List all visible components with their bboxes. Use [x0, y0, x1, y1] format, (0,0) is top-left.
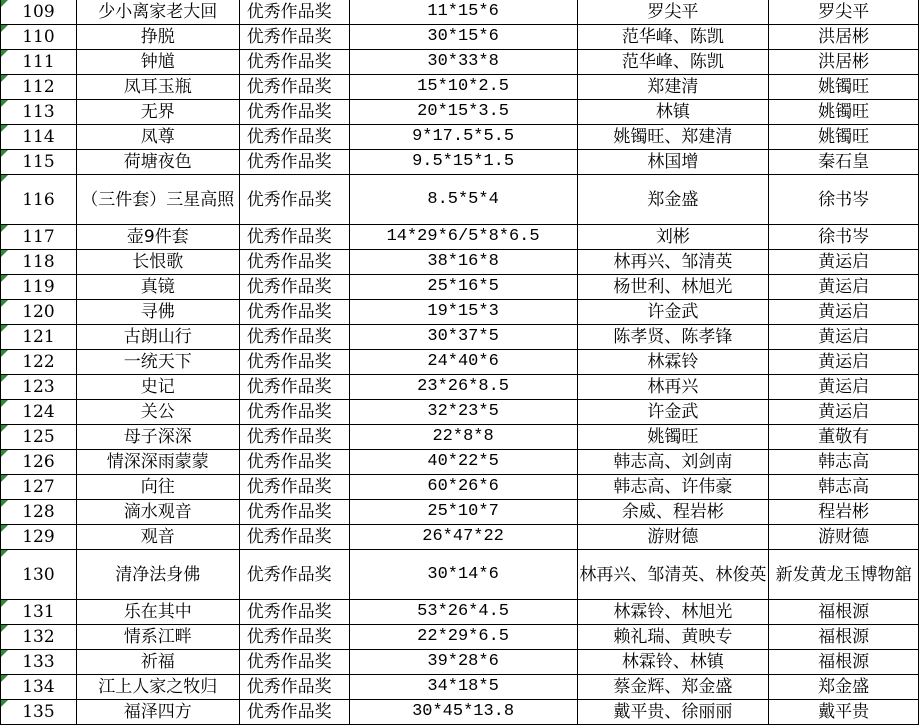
author-cell[interactable]: 林再兴	[577, 375, 769, 400]
work-name-cell[interactable]: 清净法身佛	[76, 550, 239, 600]
award-cell[interactable]: 优秀作品奖	[239, 175, 349, 225]
owner-cell[interactable]: 黄运启	[769, 300, 919, 325]
table-row	[1, 100, 919, 125]
author-cell[interactable]: 林国增	[577, 150, 769, 175]
size-cell[interactable]: 30*14*6	[349, 550, 577, 600]
work-name-cell[interactable]: 真镜	[76, 275, 239, 300]
work-name-cell[interactable]: 滴水观音	[76, 500, 239, 525]
row-number-cell[interactable]: 122	[1, 350, 77, 375]
size-cell[interactable]: 15*10*2.5	[349, 75, 577, 100]
award-cell[interactable]: 优秀作品奖	[239, 250, 349, 275]
size-cell[interactable]: 9*17.5*5.5	[349, 125, 577, 150]
owner-cell[interactable]: 黄运启	[769, 250, 919, 275]
row-number-cell[interactable]: 120	[1, 300, 77, 325]
row-number-cell[interactable]: 123	[1, 375, 77, 400]
size-cell[interactable]: 19*15*3	[349, 300, 577, 325]
table-row	[1, 450, 919, 475]
row-number-cell[interactable]: 124	[1, 400, 77, 425]
award-cell[interactable]: 优秀作品奖	[239, 400, 349, 425]
table-row	[1, 425, 919, 450]
author-cell[interactable]: 赖礼瑞、黄映专	[577, 625, 769, 650]
size-cell[interactable]: 11*15*6	[349, 0, 577, 25]
owner-cell[interactable]: 洪居彬	[769, 50, 919, 75]
award-cell[interactable]: 优秀作品奖	[239, 700, 349, 725]
owner-cell[interactable]: 韩志高	[769, 475, 919, 500]
author-cell[interactable]: 韩志高、刘剑南	[577, 450, 769, 475]
row-number-cell[interactable]: 109	[1, 0, 77, 25]
row-number-cell[interactable]: 134	[1, 675, 77, 700]
work-name-cell[interactable]: 情系江畔	[76, 625, 239, 650]
row-number-cell[interactable]: 114	[1, 125, 77, 150]
owner-cell[interactable]: 黄运启	[769, 350, 919, 375]
size-cell[interactable]: 25*10*7	[349, 500, 577, 525]
table-row	[1, 375, 919, 400]
author-cell[interactable]: 韩志高、许伟豪	[577, 475, 769, 500]
owner-cell[interactable]: 徐书岑	[769, 225, 919, 250]
owner-cell[interactable]: 黄运启	[769, 375, 919, 400]
award-cell[interactable]: 优秀作品奖	[239, 125, 349, 150]
table-row	[1, 600, 919, 625]
work-name-cell[interactable]: 福泽四方	[76, 700, 239, 725]
work-name-cell[interactable]: 壶9件套	[76, 225, 239, 250]
owner-cell[interactable]: 董敬有	[769, 425, 919, 450]
author-cell[interactable]: 林再兴、邹清英	[577, 250, 769, 275]
work-name-cell[interactable]: 江上人家之牧归	[76, 675, 239, 700]
award-cell[interactable]: 优秀作品奖	[239, 500, 349, 525]
author-cell[interactable]: 戴平贵、徐丽丽	[577, 700, 769, 725]
size-cell[interactable]: 53*26*4.5	[349, 600, 577, 625]
owner-cell[interactable]: 罗尖平	[769, 0, 919, 25]
size-cell[interactable]: 30*33*8	[349, 50, 577, 75]
award-cell[interactable]: 优秀作品奖	[239, 150, 349, 175]
row-number-cell[interactable]: 125	[1, 425, 77, 450]
author-cell[interactable]: 林霖铃、林旭光	[577, 600, 769, 625]
size-cell[interactable]: 40*22*5	[349, 450, 577, 475]
author-cell[interactable]: 蔡金辉、郑金盛	[577, 675, 769, 700]
work-name-cell[interactable]: 荷塘夜色	[76, 150, 239, 175]
work-name-cell[interactable]: 凤尊	[76, 125, 239, 150]
size-cell[interactable]: 32*23*5	[349, 400, 577, 425]
author-cell[interactable]: 陈孝贤、陈孝锋	[577, 325, 769, 350]
row-number-cell[interactable]: 126	[1, 450, 77, 475]
table-row	[1, 550, 919, 600]
size-cell[interactable]: 38*16*8	[349, 250, 577, 275]
table-row	[1, 75, 919, 100]
owner-cell[interactable]: 游财德	[769, 525, 919, 550]
size-cell[interactable]: 23*26*8.5	[349, 375, 577, 400]
row-number-cell[interactable]: 111	[1, 50, 77, 75]
award-cell[interactable]: 优秀作品奖	[239, 425, 349, 450]
author-cell[interactable]: 杨世利、林旭光	[577, 275, 769, 300]
award-cell[interactable]: 优秀作品奖	[239, 100, 349, 125]
author-cell[interactable]: 林霖铃、林镇	[577, 650, 769, 675]
author-cell[interactable]: 许金武	[577, 300, 769, 325]
work-name-cell[interactable]: 观音	[76, 525, 239, 550]
row-number-cell[interactable]: 110	[1, 25, 77, 50]
table-row	[1, 225, 919, 250]
author-cell[interactable]: 罗尖平	[577, 0, 769, 25]
author-cell[interactable]: 林镇	[577, 100, 769, 125]
table-row	[1, 125, 919, 150]
author-cell[interactable]: 范华峰、陈凯	[577, 25, 769, 50]
row-number-cell[interactable]: 117	[1, 225, 77, 250]
table-row	[1, 175, 919, 225]
size-cell[interactable]: 22*8*8	[349, 425, 577, 450]
row-number-cell[interactable]: 121	[1, 325, 77, 350]
owner-cell[interactable]: 姚镯旺	[769, 75, 919, 100]
size-cell[interactable]: 9.5*15*1.5	[349, 150, 577, 175]
table-row	[1, 625, 919, 650]
award-cell[interactable]: 优秀作品奖	[239, 475, 349, 500]
owner-cell[interactable]: 新发黄龙玉博物舘	[769, 550, 919, 600]
award-cell[interactable]: 优秀作品奖	[239, 375, 349, 400]
work-name-cell[interactable]: 乐在其中	[76, 600, 239, 625]
owner-cell[interactable]: 戴平贵	[769, 700, 919, 725]
author-cell[interactable]: 郑建清	[577, 75, 769, 100]
author-cell[interactable]: 郑金盛	[577, 175, 769, 225]
table-row	[1, 475, 919, 500]
size-cell[interactable]: 26*47*22	[349, 525, 577, 550]
size-cell[interactable]: 25*16*5	[349, 275, 577, 300]
award-cell[interactable]: 优秀作品奖	[239, 625, 349, 650]
author-cell[interactable]: 林霖铃	[577, 350, 769, 375]
award-cell[interactable]: 优秀作品奖	[239, 25, 349, 50]
size-cell[interactable]: 30*45*13.8	[349, 700, 577, 725]
table-row	[1, 275, 919, 300]
row-number-cell[interactable]: 135	[1, 700, 77, 725]
work-name-cell[interactable]: 无界	[76, 100, 239, 125]
row-number-cell[interactable]: 112	[1, 75, 77, 100]
award-cell[interactable]: 优秀作品奖	[239, 650, 349, 675]
row-number-cell[interactable]: 132	[1, 625, 77, 650]
owner-cell[interactable]: 洪居彬	[769, 25, 919, 50]
work-name-cell[interactable]: 向往	[76, 475, 239, 500]
table-row	[1, 350, 919, 375]
work-name-cell[interactable]: 钟馗	[76, 50, 239, 75]
owner-cell[interactable]: 福根源	[769, 600, 919, 625]
award-cell[interactable]: 优秀作品奖	[239, 275, 349, 300]
table-row	[1, 525, 919, 550]
table-row	[1, 250, 919, 275]
owner-cell[interactable]: 黄运启	[769, 325, 919, 350]
award-cell[interactable]: 优秀作品奖	[239, 0, 349, 25]
size-cell[interactable]: 30*15*6	[349, 25, 577, 50]
author-cell[interactable]: 余威、程岩彬	[577, 500, 769, 525]
size-cell[interactable]: 22*29*6.5	[349, 625, 577, 650]
row-number-cell[interactable]: 116	[1, 175, 77, 225]
table-row	[1, 700, 919, 725]
size-cell[interactable]: 30*37*5	[349, 325, 577, 350]
table-row	[1, 50, 919, 75]
work-name-cell[interactable]: 寻佛	[76, 300, 239, 325]
owner-cell[interactable]: 程岩彬	[769, 500, 919, 525]
owner-cell[interactable]: 姚镯旺	[769, 100, 919, 125]
size-cell[interactable]: 24*40*6	[349, 350, 577, 375]
work-name-cell[interactable]: 史记	[76, 375, 239, 400]
owner-cell[interactable]: 福根源	[769, 625, 919, 650]
author-cell[interactable]: 刘彬	[577, 225, 769, 250]
table-row	[1, 675, 919, 700]
work-name-cell[interactable]: 少小离家老大回	[76, 0, 239, 25]
work-name-cell[interactable]: 长恨歌	[76, 250, 239, 275]
table-row	[1, 25, 919, 50]
row-number-cell[interactable]: 131	[1, 600, 77, 625]
author-cell[interactable]: 林再兴、邹清英、林俊英	[577, 550, 769, 600]
table-row	[1, 150, 919, 175]
table-row	[1, 325, 919, 350]
award-cell[interactable]: 优秀作品奖	[239, 225, 349, 250]
work-name-cell[interactable]: 祈福	[76, 650, 239, 675]
award-cell[interactable]: 优秀作品奖	[239, 675, 349, 700]
author-cell[interactable]: 姚镯旺	[577, 425, 769, 450]
owner-cell[interactable]: 姚镯旺	[769, 125, 919, 150]
table-row	[1, 400, 919, 425]
size-cell[interactable]: 60*26*6	[349, 475, 577, 500]
size-cell[interactable]: 14*29*6/5*8*6.5	[349, 225, 577, 250]
award-table-body	[1, 0, 919, 725]
size-cell[interactable]: 39*28*6	[349, 650, 577, 675]
owner-cell[interactable]: 黄运启	[769, 275, 919, 300]
table-row	[1, 500, 919, 525]
table-row	[1, 650, 919, 675]
award-cell[interactable]: 优秀作品奖	[239, 550, 349, 600]
owner-cell[interactable]: 福根源	[769, 650, 919, 675]
author-cell[interactable]: 许金武	[577, 400, 769, 425]
owner-cell[interactable]: 黄运启	[769, 400, 919, 425]
owner-cell[interactable]: 徐书岑	[769, 175, 919, 225]
award-cell[interactable]: 优秀作品奖	[239, 50, 349, 75]
row-number-cell[interactable]: 113	[1, 100, 77, 125]
row-number-cell[interactable]: 119	[1, 275, 77, 300]
size-cell[interactable]: 8.5*5*4	[349, 175, 577, 225]
award-cell[interactable]: 优秀作品奖	[239, 600, 349, 625]
work-name-cell[interactable]: 挣脱	[76, 25, 239, 50]
work-name-cell[interactable]: 情深深雨蒙蒙	[76, 450, 239, 475]
row-number-cell[interactable]: 118	[1, 250, 77, 275]
table-row	[1, 0, 919, 25]
owner-cell[interactable]: 韩志高	[769, 450, 919, 475]
award-cell[interactable]: 优秀作品奖	[239, 75, 349, 100]
work-name-cell[interactable]: 母子深深	[76, 425, 239, 450]
row-number-cell[interactable]: 130	[1, 550, 77, 600]
work-name-cell[interactable]: 古朗山行	[76, 325, 239, 350]
award-cell[interactable]: 优秀作品奖	[239, 325, 349, 350]
author-cell[interactable]: 范华峰、陈凯	[577, 50, 769, 75]
work-name-cell[interactable]: 凤耳玉瓶	[76, 75, 239, 100]
size-cell[interactable]: 34*18*5	[349, 675, 577, 700]
size-cell[interactable]: 20*15*3.5	[349, 100, 577, 125]
owner-cell[interactable]: 郑金盛	[769, 675, 919, 700]
row-number-cell[interactable]: 128	[1, 500, 77, 525]
owner-cell[interactable]: 秦石皇	[769, 150, 919, 175]
work-name-cell[interactable]: （三件套）三星高照	[76, 175, 239, 225]
work-name-cell[interactable]: 关公	[76, 400, 239, 425]
award-cell[interactable]: 优秀作品奖	[239, 450, 349, 475]
row-number-cell[interactable]: 133	[1, 650, 77, 675]
author-cell[interactable]: 游财德	[577, 525, 769, 550]
award-cell[interactable]: 优秀作品奖	[239, 300, 349, 325]
award-cell[interactable]: 优秀作品奖	[239, 525, 349, 550]
row-number-cell[interactable]: 127	[1, 475, 77, 500]
row-number-cell[interactable]: 129	[1, 525, 77, 550]
table-row	[1, 300, 919, 325]
work-name-cell[interactable]: 一统天下	[76, 350, 239, 375]
author-cell[interactable]: 姚镯旺、郑建清	[577, 125, 769, 150]
row-number-cell[interactable]: 115	[1, 150, 77, 175]
award-cell[interactable]: 优秀作品奖	[239, 350, 349, 375]
